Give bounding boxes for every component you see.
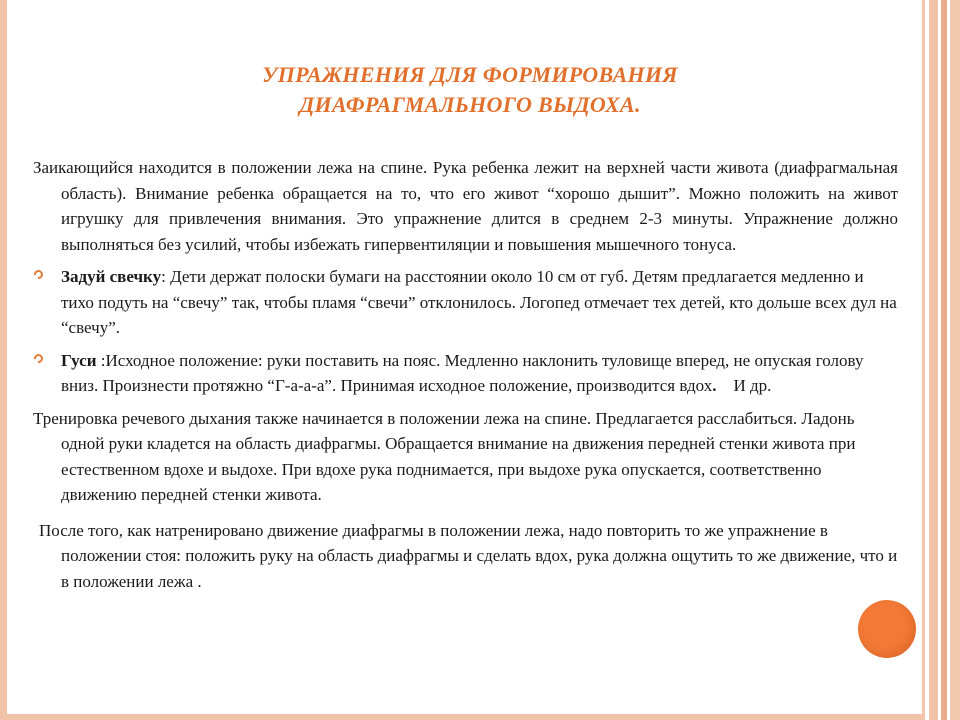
title-line-1: УПРАЖНЕНИЯ ДЛЯ ФОРМИРОВАНИЯ [262,62,678,87]
frame-left-border [0,0,7,720]
decorative-stripes [922,0,960,720]
title-line-2: ДИАФРАГМАЛЬНОГО ВЫДОХА. [299,92,641,117]
paragraph-intro: Заикающийся находится в положении лежа на спине. Рука ребенка лежит на верхней части живота (диафрагмальная область). Внимание ребенка обращается на то, что его живот “хорошо дышит”. Можно положить на живот игрушку для привлечения внимания. Это упражнение длится в среднем 2-3 минуты. Упражнение должно выполняться без усилий, чтобы избежать гипервентиляции и повышения мышечного тонуса. [33,158,898,254]
paragraph-speech-breathing: Тренировка речевого дыхания также начинается в положении лежа на спине. Предлагается расслабиться. Ладонь одной руки кладется на область диафрагмы. Обращается внимание на движения передней стенки живота при естественном вдохе и выдохе. При вдохе рука поднимается, при выдохе рука опускается, соответственно движению передней стенки живота. [33,408,856,504]
bullet-geese [33,348,898,399]
frame-bottom-border [0,714,925,720]
paragraph-standing: После того, как натренировано движение диафрагмы в положении лежа, надо повторить то же упражнение в положении стоя: положить руку на область диафрагмы и сделать вдох, рука должна ощутить то же движение, что и в положении лежа . [39,520,898,591]
bullet-text: :Исходное положение: руки поставить на пояс. Медленно наклонить туловище вперед, не опуская голову вниз. Произнести протяжно “Г-а-а-а”. Принимая исходное положение, производится вдох [61,350,864,395]
bullet-term: Гуси [61,350,97,370]
decorative-orange-circle [858,600,916,658]
bullet-text: : Дети держат полоски бумаги на расстоянии около 10 см от губ. Детям предлагается медленно и тихо подуть на “свечу” так, чтобы пламя “свечи” отклонилось. Логопед отмечает тех детей, кто дольше всех дул на “свечу”. [61,267,897,337]
bullet-ring-icon [34,354,43,363]
bullet-tail: И др. [716,376,772,395]
bullet-blow-candle [33,264,898,341]
slide-content [33,155,898,601]
slide-title [60,60,880,120]
bullet-term: Задуй свечку [61,267,162,286]
bullet-ring-icon [34,270,43,279]
bullet-end-mark: . [712,376,717,395]
